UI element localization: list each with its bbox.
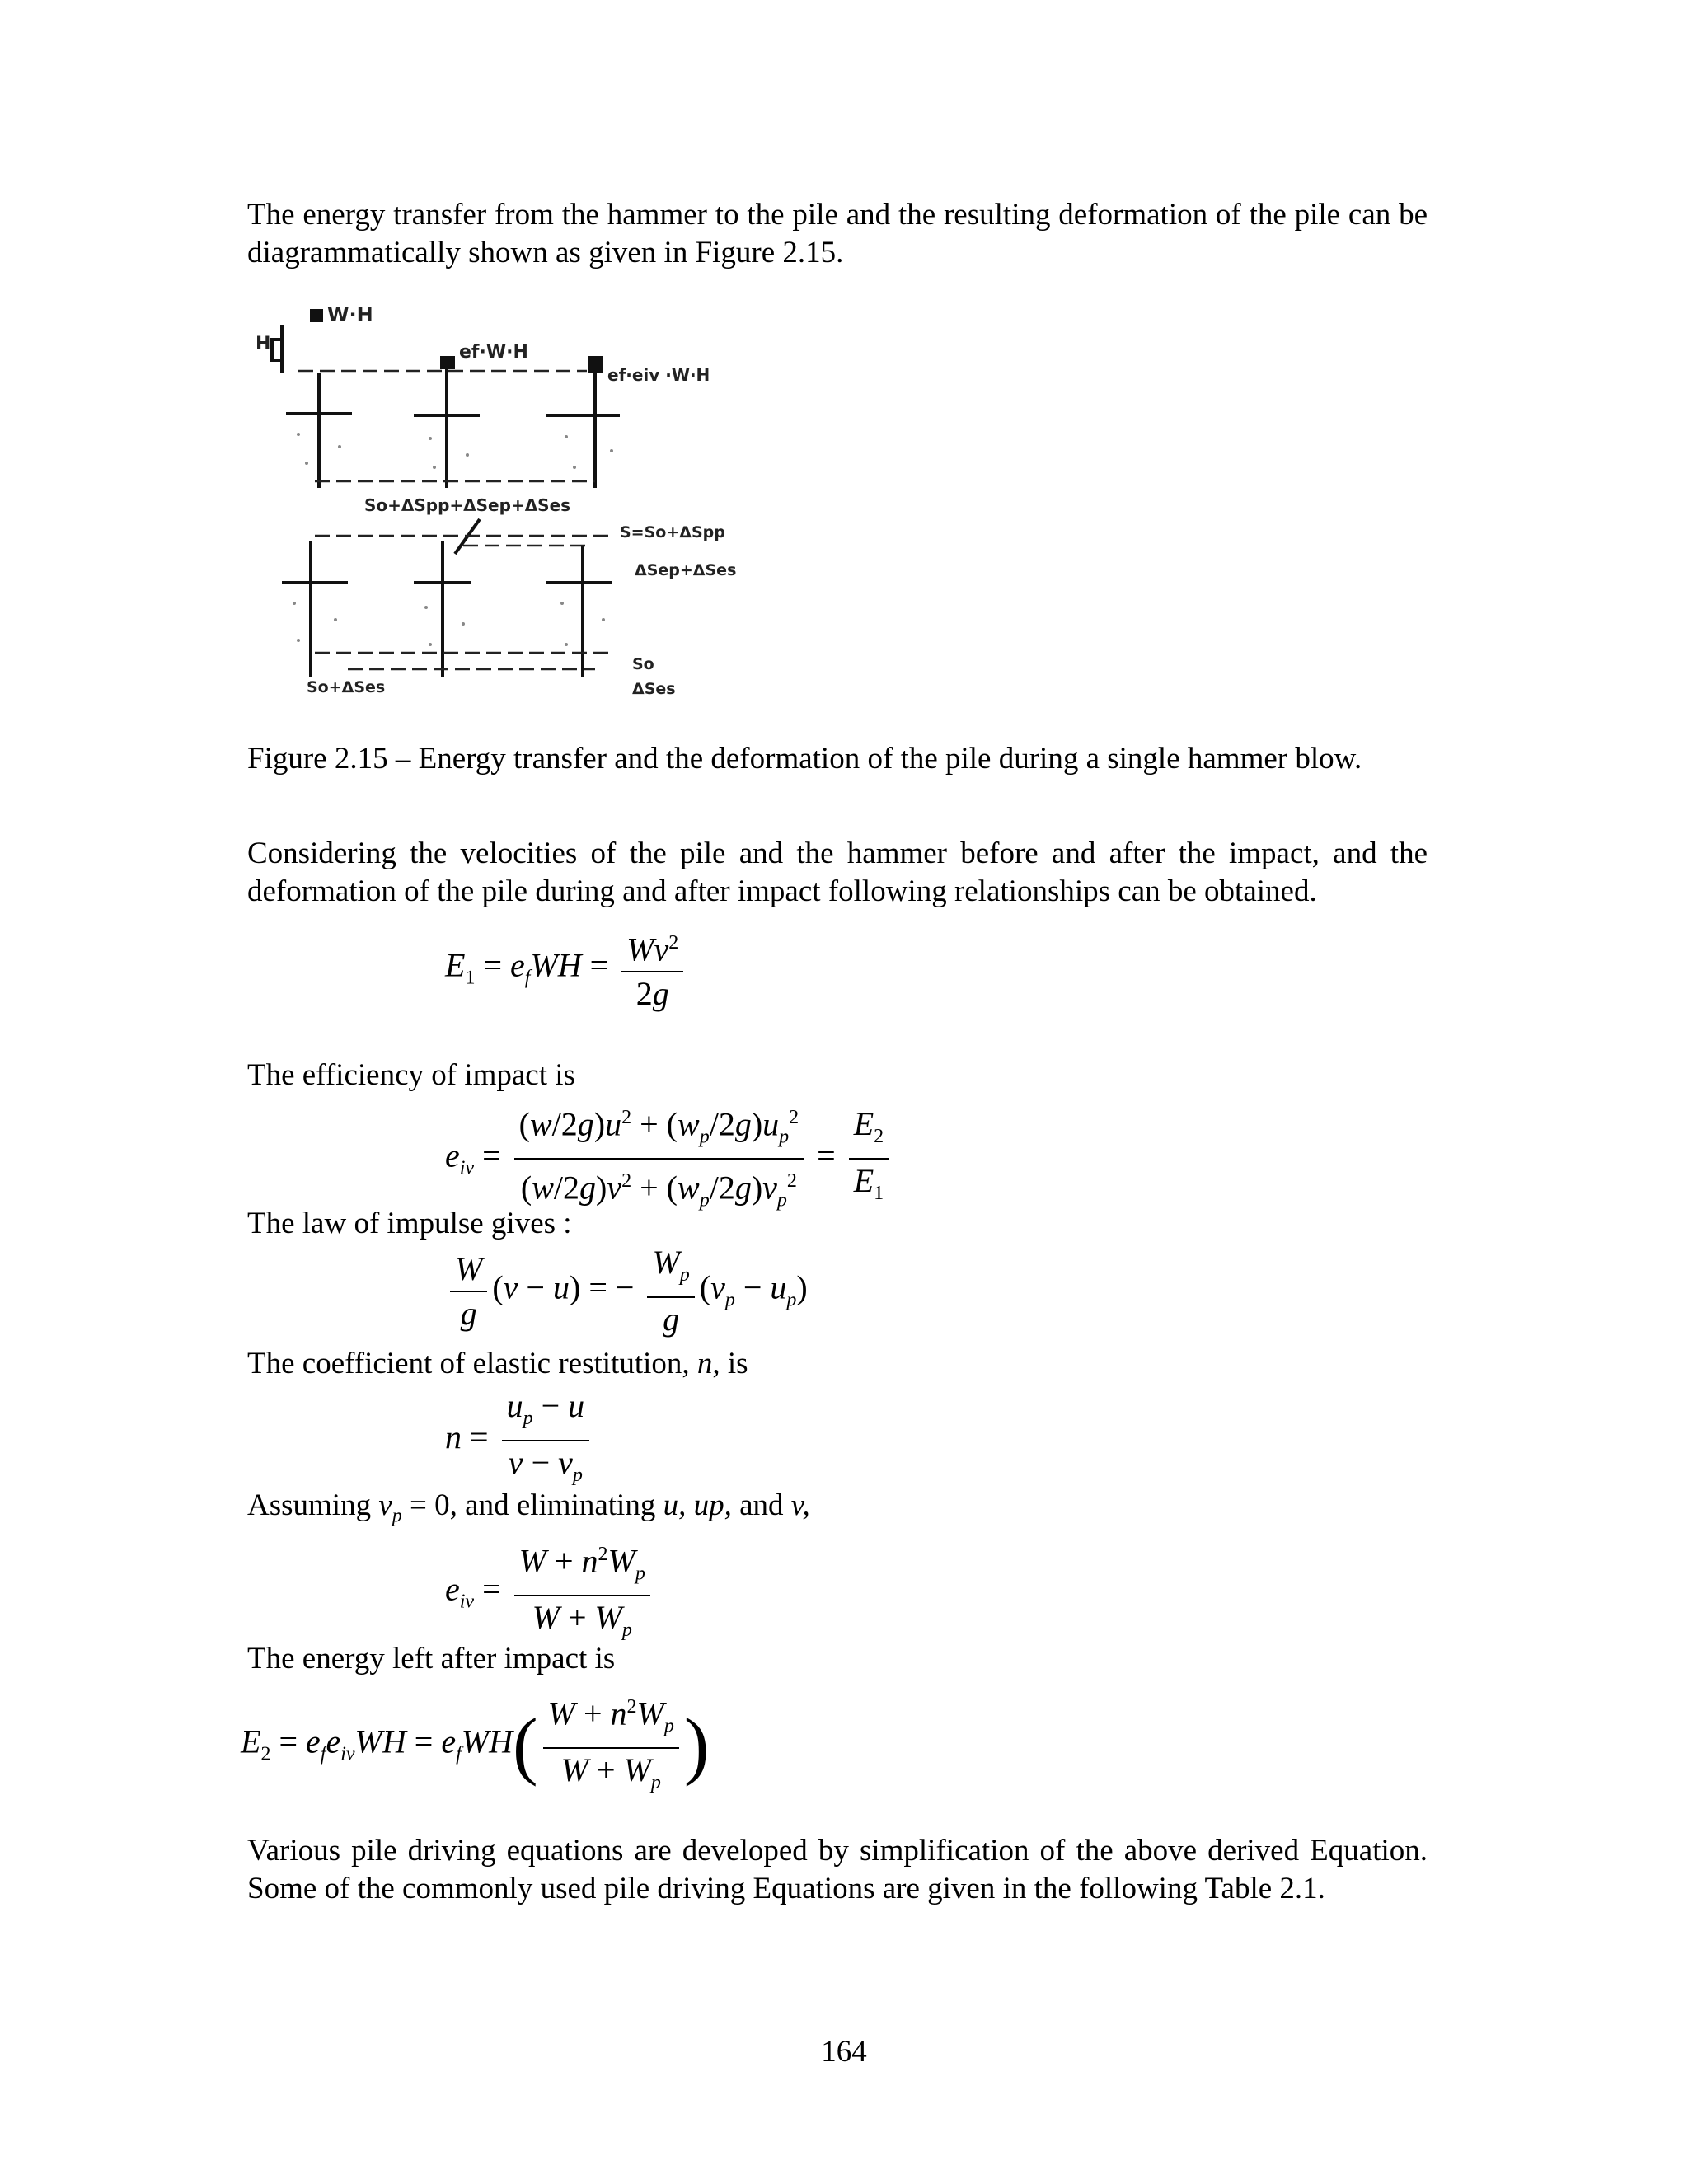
label-ef-eiv-wh: ef·eiv ·W·H: [607, 365, 710, 385]
page-number: 164: [821, 2035, 867, 2069]
figure-2-15: [249, 290, 793, 731]
restitution-prefix: The coefficient of elastic restitution,: [247, 1347, 697, 1380]
label-s: S=So+ΔSpp: [620, 523, 725, 541]
various-equations-paragraph: Various pile driving equations are developed by simplification of the above derived Equation. Some of the commonly used pile driving Equations are given in the following Table 2.1.: [247, 1834, 1428, 1905]
equation-impulse: $\frac{W}{g}$ (v − u) = − $\frac{W_p}{g}$ $(v_p - u_p)$: [445, 1241, 808, 1341]
label-ef-wh: ef·W·H: [459, 342, 528, 363]
velocities-paragraph: Considering the velocities of the pile and the hammer before and after the impact, and the deformation of the pile during and after impact following relationships can be obtained.: [247, 837, 1428, 908]
label-dses: ΔSes: [632, 680, 676, 698]
restitution-suffix: , is: [712, 1347, 748, 1380]
efficiency-label: The efficiency of impact is: [247, 1058, 575, 1092]
equation-eiv-reduced: $e_{iv}$ = $\frac{W + n^2W_p}{W + W_p}$: [445, 1533, 655, 1652]
label-so: So: [632, 655, 654, 673]
figure-caption: Figure 2.15 – Energy transfer and the deformation of the pile during a single hammer blow.: [247, 742, 1362, 776]
equation-restitution: n = $\frac{u_p - u}{v - v_p}$: [445, 1385, 594, 1497]
energy-left-label: The energy left after impact is: [247, 1642, 616, 1675]
label-so-dses: So+ΔSes: [307, 678, 386, 696]
impulse-label: The law of impulse gives :: [247, 1207, 572, 1240]
intro-paragraph: The energy transfer from the hammer to the pile and the resulting deformation of the pile can be diagrammatically shown as given in Figure 2.15.: [247, 198, 1428, 269]
assuming-suffix: , and eliminating: [449, 1488, 663, 1522]
assuming-prefix: Assuming: [247, 1488, 379, 1522]
label-dsep-dses: ΔSep+ΔSes: [635, 561, 737, 579]
label-h: H: [256, 334, 271, 354]
assuming-v: v,: [790, 1488, 810, 1522]
equation-e2: $E_2 = e_fe_{iv}WH = e_fWH$( $\frac{W + n^2W_p}{W + W_p}$ ): [241, 1685, 709, 1804]
restitution-n: n: [696, 1347, 713, 1380]
label-wh: W·H: [327, 303, 373, 326]
assuming-vars: u, up,: [663, 1488, 732, 1522]
assuming-and: and: [731, 1488, 791, 1522]
equation-e1: $E_1 = e_fWH$ = $\frac{Wv^2}{2g}$: [445, 921, 688, 1015]
restitution-label: [247, 1345, 748, 1383]
assuming-label: Assuming $v_p = 0$, and eliminating u, up, and v,: [247, 1488, 810, 1527]
label-sum: So+ΔSpp+ΔSep+ΔSes: [364, 495, 571, 515]
equation-efficiency: $e_{iv}$ = $\frac{(w/2g)u^2 + (w_p/2g)u_p^2}{(w/2g)v^2 + (w_p/2g)v_p^2}$ = $\frac{E_2}{E_1}$: [445, 1096, 893, 1222]
pile-deformation-diagram: [249, 290, 793, 731]
